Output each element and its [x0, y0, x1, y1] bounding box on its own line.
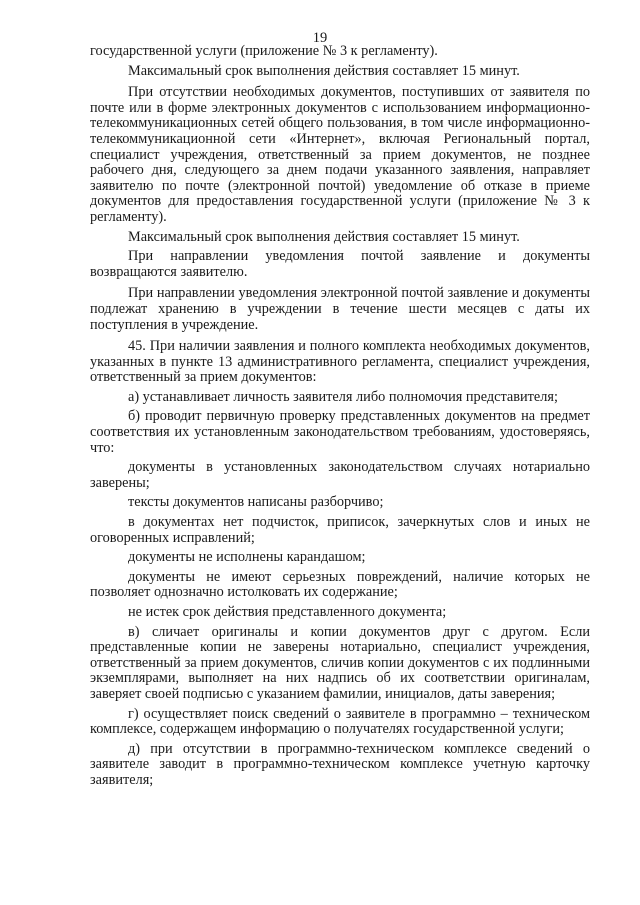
page-number: 19 [312, 30, 328, 46]
paragraph: При отсутствии необходимых документов, поступивших от заявителя по почте или в форме электронных документов с использованием информационно-телекоммуникационных сетей общего пользования, в том числе информационно-телекоммуникационной сети «Интернет», включая Региональный портал, специалист учреждения, ответственный за прием документов, не позднее рабочего дня, следующего за днем подачи указанного заявления, направляет заявителю по почте (электронной почтой) уведомление об отказе в приеме документов для предоставления государственной услуги (приложение № 3 к регламенту). [90, 84, 590, 225]
paragraph: При направлении уведомления электронной почтой заявление и документы подлежат хранению в учреждении в течение шести месяцев с даты их поступления в учреждение. [90, 285, 590, 333]
paragraph: Максимальный срок выполнения действия составляет 15 минут. [128, 228, 520, 245]
document-body [90, 44, 590, 793]
paragraph: документы в установленных законодательством случаях нотариально заверены; [90, 459, 590, 491]
paragraph: 45. При наличии заявления и полного комплекта необходимых документов, указанных в пункте 13 административного регламента, специалист учреждения, ответственный за прием документов: [90, 338, 590, 386]
paragraph: не истек срок действия представленного документа; [128, 604, 447, 620]
paragraph: б) проводит первичную проверку представленных документов на предмет соответствия их установленным законодательством требованиям, удостоверяясь, что: [90, 408, 590, 456]
paragraph: документы не имеют серьезных повреждений, наличие которых не позволяет однозначно истолковать их содержание; [90, 568, 590, 601]
paragraph: д) при отсутствии в программно-техническом комплексе сведений о заявителе заводит в программно-техническом комплексе учетную карточку заявителя; [90, 740, 590, 788]
paragraph: документы не исполнены карандашом; [128, 549, 366, 566]
paragraph: в) сличает оригиналы и копии документов друг с другом. Если представленные копии не заверены нотариально, специалист учреждения, ответственный за прием документов, сличив копии документов с их подлинными экземплярами, выполняет на них надпись об их соответствии оригиналам, заверяет своей подписью с указанием фамилии, инициалов, даты заверения; [90, 623, 590, 702]
paragraph: а) устанавливает личность заявителя либо полномочия представителя; [128, 388, 558, 405]
paragraph: Максимальный срок выполнения действия составляет 15 минут. [128, 62, 520, 79]
paragraph: в документах нет подчисток, приписок, зачеркнутых слов и иных не оговоренных исправлений; [90, 514, 590, 546]
paragraph: государственной услуги (приложение № 3 к регламенту). [90, 43, 438, 59]
paragraph: тексты документов написаны разборчиво; [128, 494, 384, 511]
paragraph: При направлении уведомления почтой заявление и документы возвращаются заявителю. [90, 248, 590, 280]
paragraph: г) осуществляет поиск сведений о заявителе в программно – техническом комплексе, содержащем информацию о получателях государственной услуги; [90, 705, 590, 738]
